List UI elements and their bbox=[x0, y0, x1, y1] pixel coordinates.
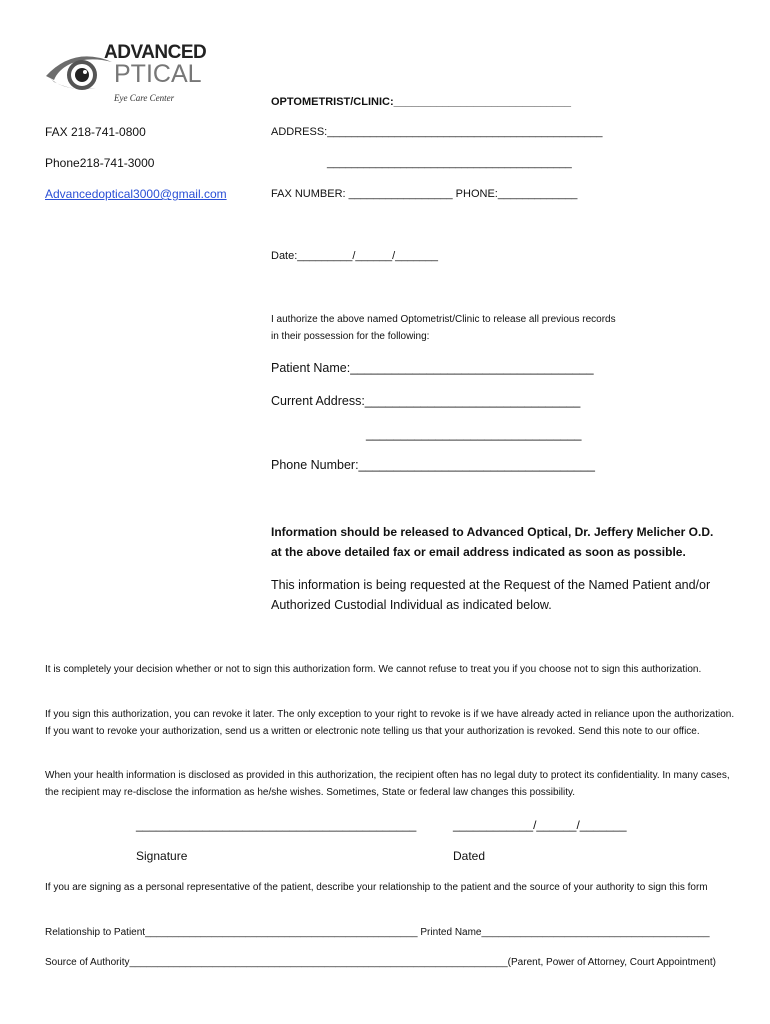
signature-date-line[interactable]: ____________/______/_______ bbox=[453, 818, 627, 832]
request-notice-line2: Authorized Custodial Individual as indicated below. bbox=[271, 598, 552, 612]
authorization-line2: in their possession for the following: bbox=[271, 331, 430, 342]
release-notice-line2: at the above detailed fax or email address indicated as soon as possible. bbox=[271, 545, 686, 559]
phone-number-field[interactable]: Phone Number:__________________________________ bbox=[271, 458, 595, 472]
current-address-line2-field[interactable]: _______________________________ bbox=[366, 427, 582, 441]
redisclosure-paragraph: When your health information is disclosed as provided in this authorization, the recipient often has no legal duty to protect its confidentiality. In many cases, the recipient may re-disclose the information as he/she wishes. Sometimes, State or federal law changes this possibility. bbox=[45, 770, 730, 798]
authorization-line1: I authorize the above named Optometrist/Clinic to release all previous records bbox=[271, 314, 616, 325]
decision-paragraph: It is completely your decision whether or not to sign this authorization form. We cannot refuse to treat you if you choose not to sign this authorization. bbox=[45, 664, 702, 675]
clinic-fax-phone-field[interactable]: FAX NUMBER: _________________ PHONE:_____________ bbox=[271, 188, 578, 200]
release-notice-line1: Information should be released to Advanced Optical, Dr. Jeffery Melicher O.D. bbox=[271, 525, 714, 539]
request-notice-line1: This information is being requested at the Request of the Named Patient and/or bbox=[271, 578, 711, 592]
logo-tagline: Eye Care Center bbox=[114, 93, 175, 103]
current-address-field[interactable]: Current Address:_______________________________ bbox=[271, 394, 581, 408]
relationship-printed-name-field[interactable]: Relationship to Patient_________________________________________________ Printed Name_________________________________________ bbox=[45, 927, 710, 938]
optometrist-clinic-field[interactable]: OPTOMETRIST/CLINIC:_____________________________ bbox=[271, 96, 572, 108]
dated-label: Dated bbox=[453, 849, 486, 863]
signature-line[interactable]: __________________________________________ bbox=[136, 818, 417, 832]
logo-top-word: ADVANCED bbox=[104, 42, 207, 63]
patient-name-field[interactable]: Patient Name:___________________________________ bbox=[271, 361, 594, 375]
clinic-address-line2-field[interactable]: ________________________________________ bbox=[327, 157, 572, 169]
logo-bottom-word: PTICAL bbox=[114, 60, 202, 88]
email-link[interactable]: Advancedoptical3000@gmail.com bbox=[45, 187, 227, 201]
source-of-authority-field[interactable]: Source of Authority____________________________________________________________________(Parent, Power of Attorney, Court Appointment) bbox=[45, 957, 716, 968]
request-date-field[interactable]: Date:_________/______/_______ bbox=[271, 250, 438, 262]
signature-label: Signature bbox=[136, 849, 188, 863]
revocation-paragraph: If you sign this authorization, you can revoke it later. The only exception to your right to revoke is if we have already acted in reliance upon the authorization. If you want to revoke your authorization, send us a written or electronic note telling us that your authorization is revoked. Send this note to our office. bbox=[45, 709, 735, 737]
clinic-logo bbox=[44, 42, 207, 108]
phone-number: Phone218-741-3000 bbox=[45, 156, 155, 170]
clinic-address-field[interactable]: ADDRESS:_____________________________________________ bbox=[271, 126, 603, 138]
fax-number: FAX 218-741-0800 bbox=[45, 125, 146, 139]
representative-note: If you are signing as a personal representative of the patient, describe your relationship to the patient and the source of your authority to sign this form bbox=[45, 882, 708, 893]
